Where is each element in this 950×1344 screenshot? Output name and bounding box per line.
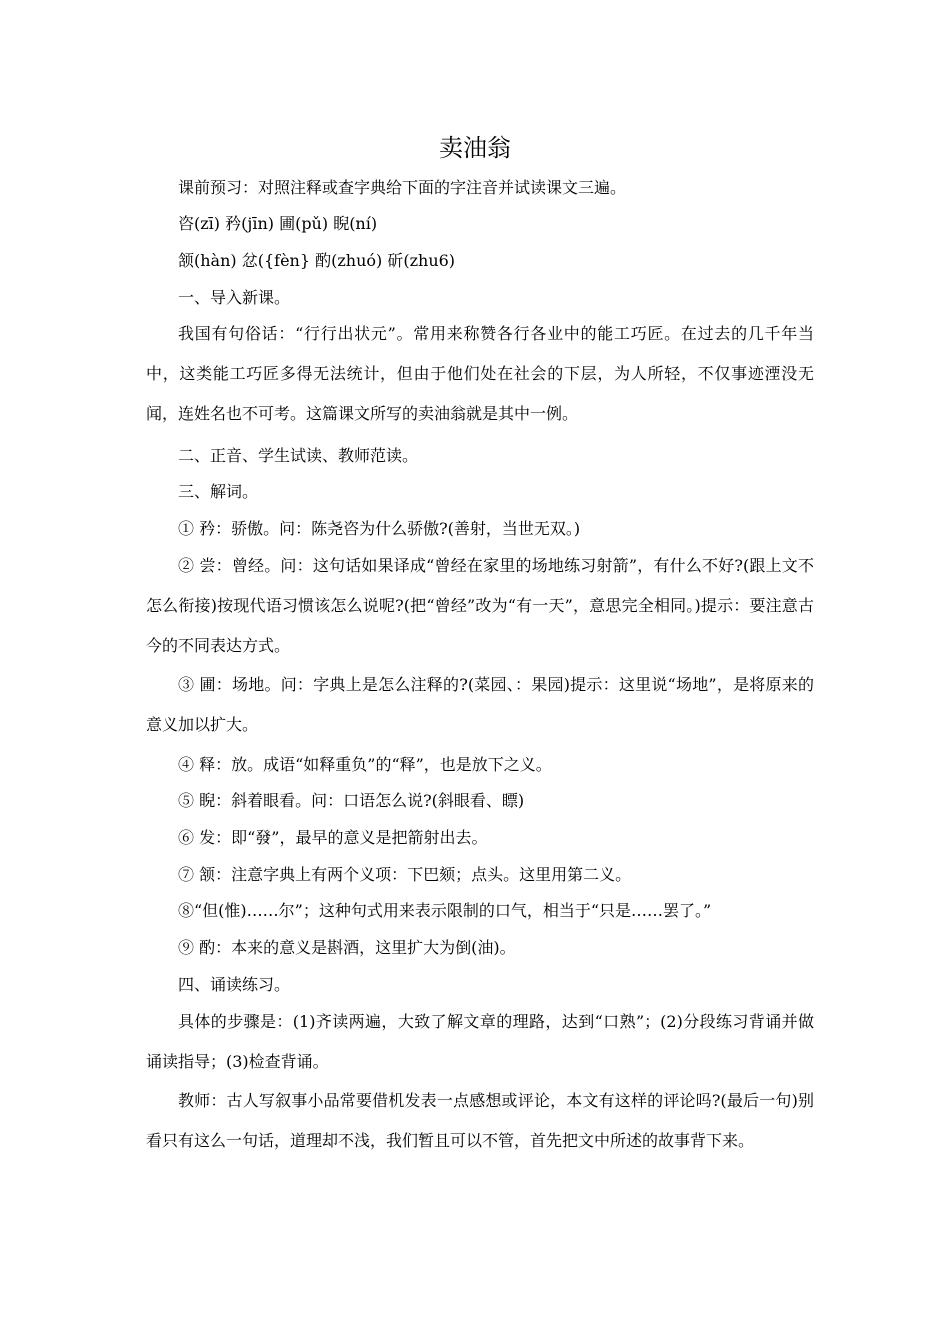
vocab-item-9: ⑨ 酌：本来的意义是斟酒，这里扩大为倒(油)。 bbox=[178, 938, 516, 957]
section-heading-vocabulary: 三、解词。 bbox=[178, 482, 259, 501]
section-heading-recitation: 四、诵读练习。 bbox=[178, 975, 291, 994]
vocab-item-1: ① 矜：骄傲。问：陈尧咨为什么骄傲?(善射，当世无双。) bbox=[178, 519, 581, 538]
preview-instruction: 课前预习：对照注释或查字典给下面的字注音并试读课文三遍。 bbox=[178, 178, 627, 197]
vocab-item-7: ⑦ 颔：注意字典上有两个义项：下巴颏；点头。这里用第二义。 bbox=[178, 865, 632, 884]
vocab-item-8: ⑧“但(惟)……尔”；这种句式用来表示限制的口气，相当于“只是……罢了。” bbox=[178, 901, 712, 920]
pinyin-line-1: 咨(zī) 矜(jīn) 圃(pǔ) 睨(ní) bbox=[178, 214, 378, 233]
document-title: 卖油翁 bbox=[439, 134, 511, 162]
recitation-steps: 具体的步骤是：(1)齐读两遍，大致了解文章的理路，达到“口熟”；(2)分段练习背诵并做诵读指导；(3)检查背诵。 bbox=[146, 1012, 814, 1071]
vocab-item-6: ⑥ 发：即“發”，最早的意义是把箭射出去。 bbox=[178, 828, 488, 847]
section-heading-intro: 一、导入新课。 bbox=[178, 288, 291, 307]
vocab-item-5: ⑤ 睨：斜着眼看。问：口语怎么说?(斜眼看、瞟) bbox=[178, 791, 525, 810]
vocab-item-3: ③ 圃：场地。问：字典上是怎么注释的?(菜园、：果园)提示：这里说“场地”，是将原来的意义加以扩大。 bbox=[146, 675, 814, 734]
vocab-item-4: ④ 释：放。成语“如释重负”的“释”，也是放下之义。 bbox=[178, 755, 552, 774]
teacher-remark: 教师：古人写叙事小品常要借机发表一点感想或评论，本文有这样的评论吗?(最后一句)别看只有这么一句话，道理却不浅，我们暂且可以不管，首先把文中所述的故事背下来。 bbox=[146, 1091, 814, 1150]
section-heading-reading: 二、正音、学生试读、教师范读。 bbox=[178, 446, 419, 465]
pinyin-line-2: 颔(hàn) 忿({fèn} 酌(zhuó) 斫(zhu6) bbox=[178, 251, 456, 270]
vocab-item-2: ② 尝：曾经。问：这句话如果译成“曾经在家里的场地练习射箭”，有什么不好?(跟上文不怎么衔接)按现代语习惯该怎么说呢?(把“曾经”改为“有一天”，意思完全相同。)提示：要注意古今的不同表达方式。 bbox=[146, 556, 814, 655]
intro-paragraph: 我国有句俗话：“行行出状元”。常用来称赞各行各业中的能工巧匠。在过去的几千年当中，这类能工巧匠多得无法统计，但由于他们处在社会的下层，为人所轻，不仅事迹湮没无闻，连姓名也不可考。这篇课文所写的卖油翁就是其中一例。 bbox=[146, 324, 814, 423]
